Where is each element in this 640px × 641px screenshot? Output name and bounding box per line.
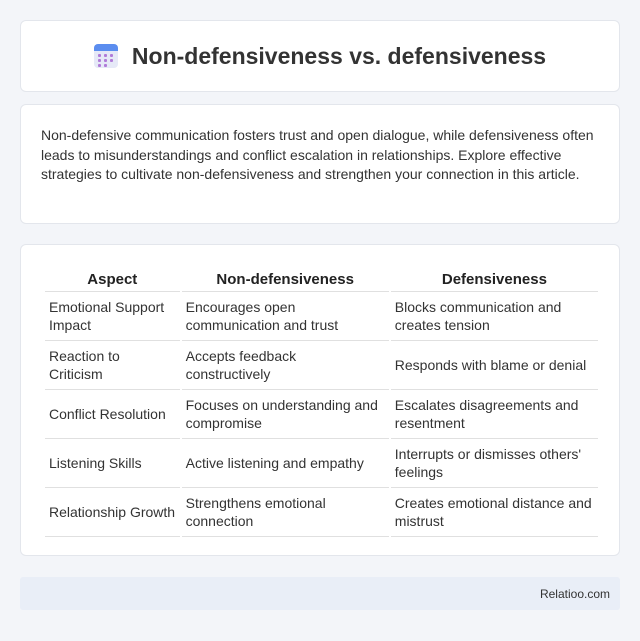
table-cell: Emotional Support Impact xyxy=(45,292,180,341)
table-row xyxy=(45,390,598,439)
comparison-table xyxy=(43,265,600,537)
table-row xyxy=(45,488,598,537)
footer xyxy=(20,577,620,610)
table-header-row xyxy=(45,265,598,292)
table-cell: Encourages open communication and trust xyxy=(182,292,389,341)
table-cell: Interrupts or dismisses others' feelings xyxy=(391,439,598,488)
intro-card xyxy=(20,104,620,224)
table-cell: Listening Skills xyxy=(45,439,180,488)
table-cell: Relationship Growth xyxy=(45,488,180,537)
header-card xyxy=(20,20,620,92)
column-header-defensiveness: Defensiveness xyxy=(391,265,598,292)
table-row xyxy=(45,292,598,341)
page-title: Non-defensiveness vs. defensiveness xyxy=(131,42,547,69)
table-cell: Reaction to Criticism xyxy=(45,341,180,390)
table-cell: Active listening and empathy xyxy=(182,439,389,488)
table-cell: Creates emotional distance and mistrust xyxy=(391,488,598,537)
table-cell: Blocks communication and creates tension xyxy=(391,292,598,341)
table-cell: Conflict Resolution xyxy=(45,390,180,439)
table-row xyxy=(45,341,598,390)
comparison-card xyxy=(20,244,620,556)
table-cell: Strengthens emotional connection xyxy=(182,488,389,537)
table-cell: Focuses on understanding and compromise xyxy=(182,390,389,439)
table-cell: Accepts feedback constructively xyxy=(182,341,389,390)
footer-brand: Relatioo.com xyxy=(539,587,610,601)
calendar-icon xyxy=(94,44,118,68)
intro-text: Non-defensive communication fosters trust and open dialogue, while defensiveness often leads to misunderstandings and conflict escalation in relationships. Explore effective strategies to cultivate non-defensiveness and strengthen your connection in this article. xyxy=(41,127,594,182)
table-row xyxy=(45,439,598,488)
table-cell: Escalates disagreements and resentment xyxy=(391,390,598,439)
column-header-aspect: Aspect xyxy=(45,265,180,292)
table-cell: Responds with blame or denial xyxy=(391,341,598,390)
column-header-non-defensiveness: Non-defensiveness xyxy=(182,265,389,292)
